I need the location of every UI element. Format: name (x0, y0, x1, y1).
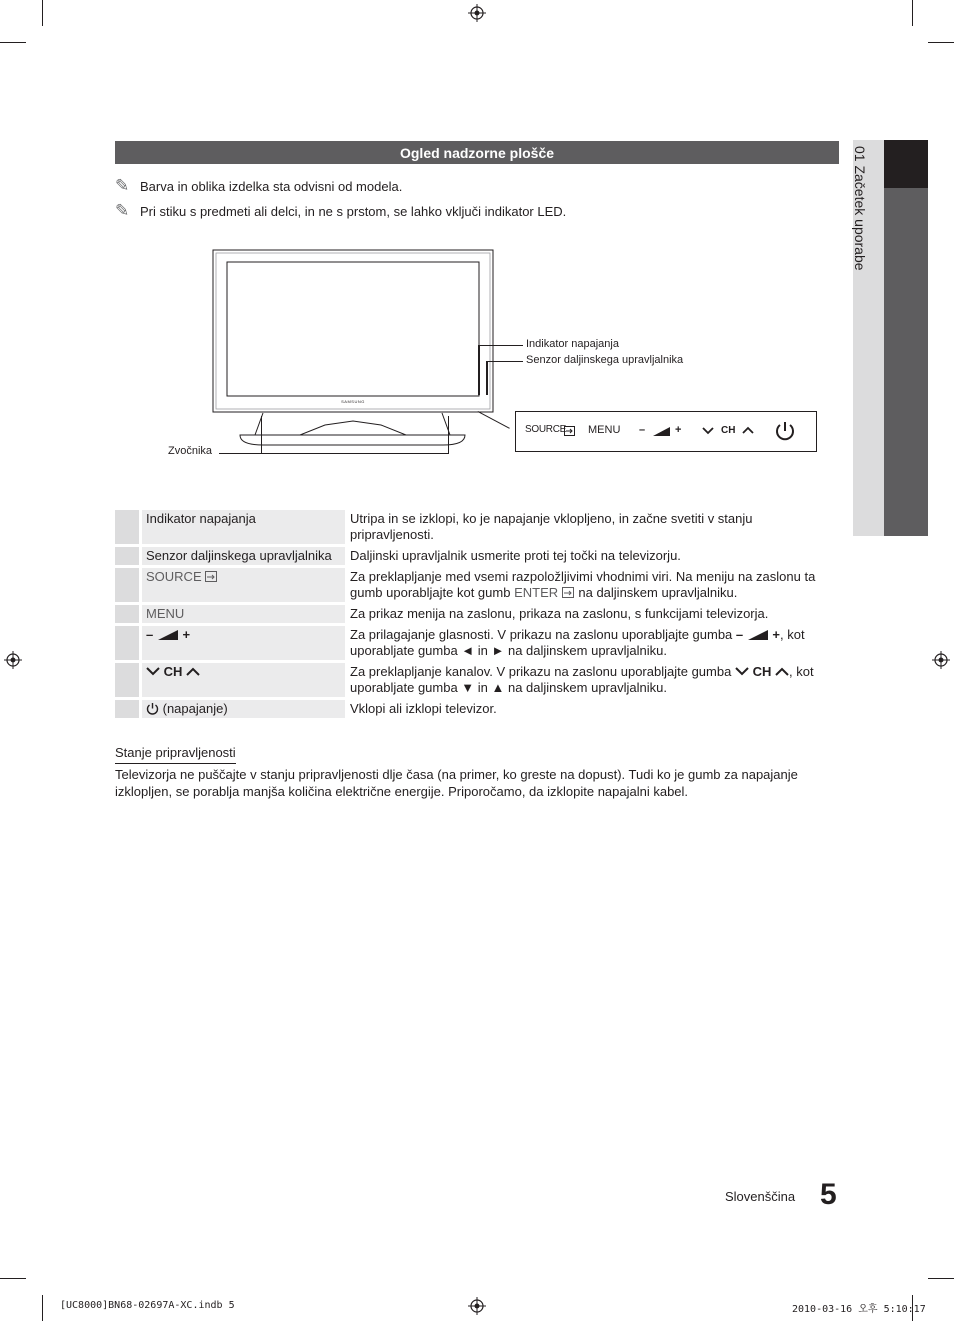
source-key-label: SOURCE (146, 569, 202, 584)
table-row (115, 663, 839, 697)
crop-mark (42, 1295, 43, 1321)
side-tab-band (884, 188, 928, 536)
registration-mark-icon (932, 651, 950, 669)
row-desc (345, 568, 839, 602)
crop-mark (928, 1278, 954, 1279)
row-desc: Daljinski upravljalnik usmerite proti tej točki na televizorju. (345, 547, 839, 565)
crop-mark (928, 42, 954, 43)
print-slug-file: [UC8000]BN68-02697A-XC.indb 5 (60, 1300, 235, 1311)
callout-line (478, 345, 523, 346)
panel-vol-plus: + (675, 424, 682, 436)
row-desc: Vklopi ali izklopi televizor. (345, 700, 839, 718)
note-text: Pri stiku s predmeti ali delci, in ne s prstom, se lahko vključi indikator LED. (140, 203, 567, 219)
table-row (115, 605, 839, 623)
source-input-icon (564, 426, 576, 436)
chevron-up-icon (186, 667, 200, 676)
registration-mark-icon (468, 4, 486, 22)
chapter-label: 01 Začetek uporabe (852, 146, 868, 271)
vol-minus-label: – (735, 627, 744, 642)
chevron-down-icon (702, 427, 714, 435)
footer-language: Slovenščina (725, 1189, 796, 1204)
crop-mark (912, 0, 913, 26)
panel-source-label: SOURCE (525, 424, 566, 435)
table-row (115, 700, 839, 718)
vol-plus-label: + (772, 627, 780, 642)
chevron-down-icon (146, 667, 160, 676)
pencil-note-icon: ✎ (115, 176, 130, 196)
tv-brand-logo: SAMSUNG (341, 399, 365, 404)
note (115, 201, 566, 221)
panel-vol-minus: – (639, 424, 646, 436)
section-title: Ogled nadzorne plošče (115, 141, 839, 164)
chevron-up-icon (742, 426, 754, 434)
row-name: Indikator napajanja (142, 510, 345, 544)
table-row (115, 510, 839, 544)
power-icon (774, 420, 796, 442)
vol-minus-label: – (146, 627, 154, 642)
row-name (142, 700, 345, 718)
row-name (142, 663, 345, 697)
row-desc-part: Za prilagajanje glasnosti. V prikazu na zaslonu uporabljajte gumba (350, 627, 733, 642)
row-name: MENU (142, 605, 345, 623)
row-desc-part: Za preklapljanje med vsemi razpoložljivimi vhodnimi viri. Na meniju na zaslonu ta gumb uporabljajte kot gumb (350, 569, 816, 600)
volume-icon (157, 629, 179, 640)
callout-line (486, 361, 523, 362)
standby-heading: Stanje pripravljenosti (115, 745, 236, 764)
row-desc-part: , kot uporabljate gumba ◄ in ► na daljinskem upravljalniku. (350, 627, 805, 658)
page-number: 5 (820, 1178, 837, 1211)
pencil-note-icon: ✎ (115, 201, 130, 221)
power-icon (146, 702, 159, 715)
table-row (115, 626, 839, 660)
chevron-up-icon (775, 667, 789, 676)
table-row (115, 547, 839, 565)
note-text: Barva in oblika izdelka sta odvisni od modela. (140, 178, 403, 194)
row-desc: Za prikaz menija na zaslonu, prikaza na zaslonu, s funkcijami televizorja. (345, 605, 839, 623)
tv-illustration (160, 245, 520, 460)
control-table (115, 507, 839, 721)
note (115, 176, 402, 196)
crop-mark (0, 1278, 26, 1279)
callout-line (478, 345, 480, 395)
registration-mark-icon (468, 1297, 486, 1315)
row-desc-part: na daljinskem upravljalniku. (578, 585, 738, 600)
crop-mark (42, 0, 43, 26)
row-name: Senzor daljinskega upravljalnika (142, 547, 345, 565)
vol-plus-label: + (182, 627, 191, 642)
source-input-icon (205, 571, 218, 582)
callout-speakers: Zvočnika (168, 445, 213, 457)
panel-ch-label: CH (721, 425, 736, 436)
panel-menu-label: MENU (588, 424, 621, 436)
row-name (142, 568, 345, 602)
row-name (142, 626, 345, 660)
table-row (115, 568, 839, 602)
callout-line (219, 453, 449, 454)
standby-text: Televizorja ne puščajte v stanju pripravljenosti dlje časa (na primer, ko greste na dopust). Tudi ko je gumb za napajanje izklopljen, se porablja manjša količina električne energije. Priporočamo, da izklopite napajalni kabel. (115, 767, 798, 799)
callout-line (261, 416, 262, 453)
side-tab-marker (884, 140, 928, 188)
row-desc-part: , kot uporabljate gumba ▼ in ▲ na daljinskem upravljalniku. (350, 664, 814, 695)
chevron-down-icon (735, 667, 749, 676)
row-desc: Utripa in se izklopi, ko je napajanje vklopljeno, in začne svetiti v stanju pripravljenosti. (345, 510, 839, 544)
callout-power-indicator: Indikator napajanja (526, 338, 619, 350)
print-slug-date: 2010-03-16 오후 5:10:17 (792, 1304, 926, 1315)
control-panel (515, 411, 817, 452)
row-desc-part: Za preklapljanje kanalov. V prikazu na zaslonu uporabljajte gumba (350, 664, 732, 679)
registration-mark-icon (4, 651, 22, 669)
row-desc (345, 626, 839, 660)
volume-icon (747, 629, 769, 640)
power-key-label: (napajanje) (162, 701, 228, 716)
enter-icon (562, 587, 575, 598)
volume-icon (653, 427, 670, 436)
ch-label: CH (752, 664, 772, 679)
callout-line (448, 416, 449, 453)
callout-remote-sensor: Senzor daljinskega upravljalnika (526, 354, 684, 366)
row-desc (345, 663, 839, 697)
ch-label: CH (163, 664, 183, 679)
enter-key-label: ENTER (514, 585, 559, 600)
callout-line (486, 361, 488, 395)
crop-mark (0, 42, 26, 43)
